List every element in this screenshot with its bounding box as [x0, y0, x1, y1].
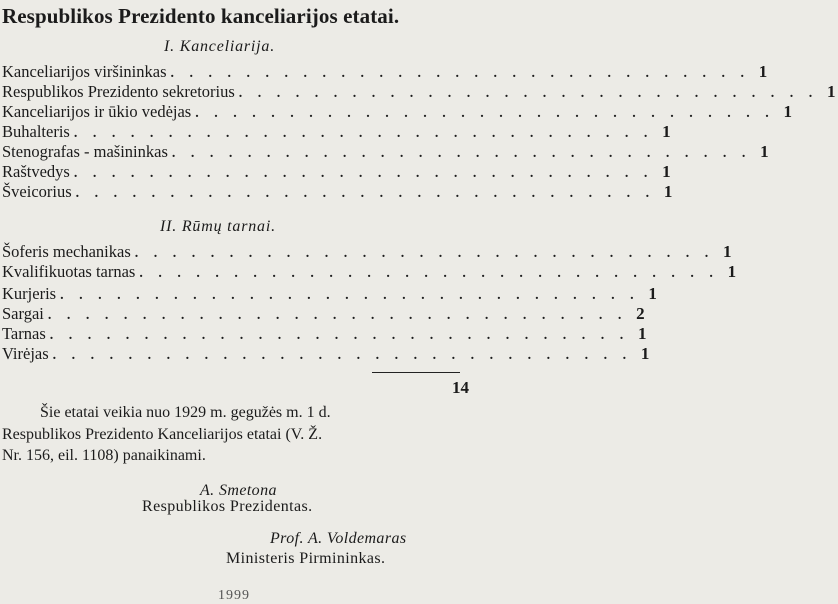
list-item [2, 62, 768, 82]
list-item [2, 162, 671, 182]
page-footer-number: 1999 [218, 588, 250, 603]
signature-title: Respublikos Prezidentas. [142, 498, 313, 515]
section-heading-rumu-tarnai: II. Rūmų tarnai. [160, 218, 276, 235]
list-item [2, 182, 673, 202]
position-label: Kanceliarijos ir ūkio vedėjas [2, 102, 192, 121]
signature-name: Prof. A. Voldemaras [270, 530, 407, 547]
list-item [2, 304, 645, 324]
position-count: 1 [783, 102, 792, 121]
total-rule [372, 372, 460, 373]
dot-leader: . . . . . . . . . . . . . . . . . . . . . . . . . . . . . . . [195, 106, 775, 121]
position-count: 1 [662, 122, 671, 141]
dot-leader: . . . . . . . . . . . . . . . . . . . . . . . . . . . . . . . [52, 348, 633, 363]
position-label: Respublikos Prezidento sekretorius [2, 82, 235, 101]
position-label: Sargai [2, 304, 44, 323]
position-label: Kanceliarijos viršininkas [2, 62, 167, 81]
position-count: 1 [663, 182, 673, 201]
paragraph-line: Nr. 156, eil. 1108) panaikinami. [2, 447, 206, 464]
list-item [2, 82, 836, 102]
dot-leader: . . . . . . . . . . . . . . . . . . . . . . . . . . . . . . . [73, 126, 654, 141]
position-label: Stenografas - mašininkas [2, 142, 168, 161]
paragraph-line: Šie etatai veikia nuo 1929 m. gegužės m. 1 d. [40, 404, 331, 421]
position-count: 1 [662, 162, 671, 181]
dot-leader: . . . . . . . . . . . . . . . . . . . . . . . . . . . . . . . [139, 266, 719, 281]
dot-leader: . . . . . . . . . . . . . . . . . . . . . . . . . . . . . . . [73, 166, 654, 181]
position-label: Kurjeris [2, 284, 57, 303]
dot-leader: . . . . . . . . . . . . . . . . . . . . . . . . . . . . . . . [238, 86, 819, 101]
position-count: 1 [727, 262, 737, 281]
list-item [2, 324, 647, 344]
position-label: Raštvedys [2, 162, 70, 181]
dot-leader: . . . . . . . . . . . . . . . . . . . . . . . . . . . . . . . [134, 246, 715, 261]
total-count: 14 [452, 378, 469, 397]
dot-leader: . . . . . . . . . . . . . . . . . . . . . . . . . . . . . . . [171, 146, 752, 161]
list-item [2, 122, 671, 142]
list-item [2, 242, 732, 262]
position-label: Tarnas [2, 324, 46, 343]
dot-leader: . . . . . . . . . . . . . . . . . . . . . . . . . . . . . . . [47, 308, 628, 323]
position-label: Buhalteris [2, 122, 70, 141]
list-item [2, 142, 769, 162]
dot-leader: . . . . . . . . . . . . . . . . . . . . . . . . . . . . . . . [75, 186, 656, 201]
position-count: 1 [758, 62, 768, 81]
position-label: Šoferis mechanikas [2, 242, 131, 261]
position-label: Šveicorius [2, 182, 72, 201]
position-label: Virėjas [2, 344, 49, 363]
effective-date-paragraph [2, 402, 454, 467]
list-item [2, 344, 650, 364]
position-count: 1 [760, 142, 769, 161]
dot-leader: . . . . . . . . . . . . . . . . . . . . . . . . . . . . . . . [170, 66, 751, 81]
signature-title: Ministeris Pirmininkas. [226, 550, 386, 567]
list-item [2, 284, 657, 304]
position-count: 2 [636, 304, 645, 323]
list-item [2, 262, 737, 282]
position-count: 1 [723, 242, 732, 261]
position-label: Kvalifikuotas tarnas [2, 262, 136, 281]
signature-name: A. Smetona [200, 482, 277, 499]
position-count: 1 [638, 324, 647, 343]
dot-leader: . . . . . . . . . . . . . . . . . . . . . . . . . . . . . . . [60, 288, 640, 303]
position-count: 1 [648, 284, 657, 303]
document-title: Respublikos Prezidento kanceliarijos etatai. [2, 4, 400, 28]
list-item [2, 102, 792, 122]
position-count: 1 [640, 344, 650, 363]
paragraph-line: Respublikos Prezidento Kanceliarijos etatai (V. Ž. [2, 425, 323, 443]
section-heading-kanceliarija: I. Kanceliarija. [164, 38, 276, 55]
dot-leader: . . . . . . . . . . . . . . . . . . . . . . . . . . . . . . . [49, 328, 630, 343]
position-count: 1 [827, 82, 836, 101]
